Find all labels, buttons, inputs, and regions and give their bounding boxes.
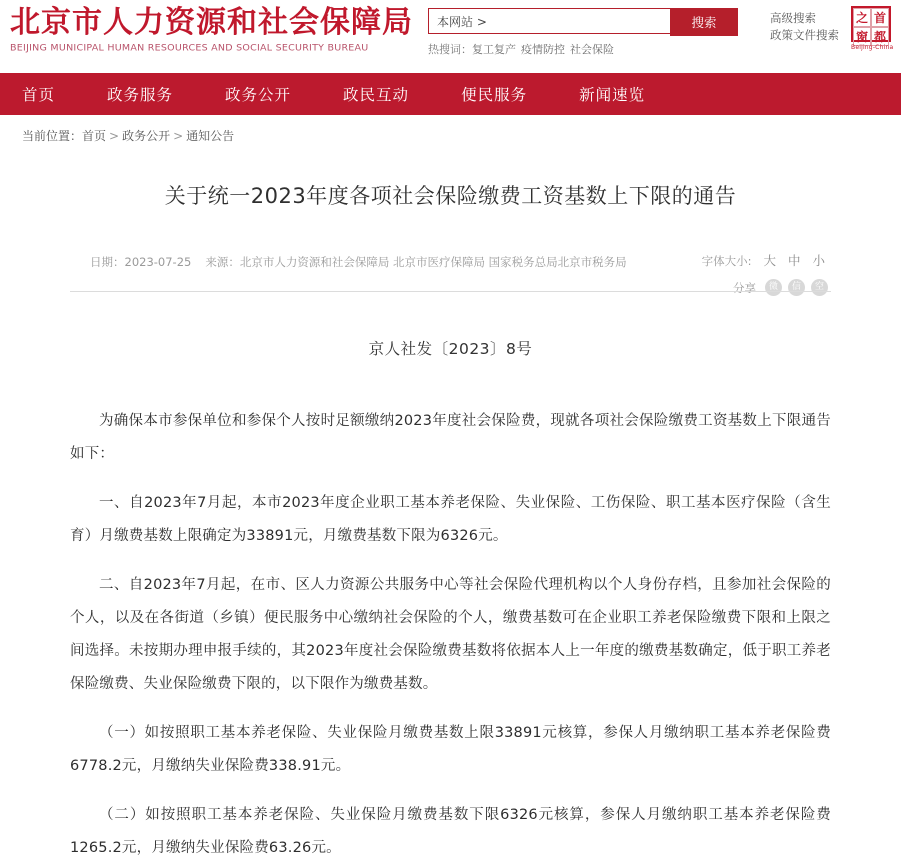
nav-item-gov-open[interactable]: 政务公开 [225, 86, 292, 104]
search-button[interactable]: 搜索 [670, 8, 738, 36]
nav-item-home[interactable]: 首页 [22, 86, 56, 104]
article-paragraph: （二）如按照职工基本养老保险、失业保险月缴费基数下限6326元核算，参保人月缴纳职工基本养老保险费1265.2元，月缴纳失业保险费63.26元。 [70, 807, 831, 856]
weibo-icon[interactable]: 微 [765, 279, 782, 296]
nav-item-news[interactable]: 新闻速览 [579, 86, 646, 104]
hotword-link-2[interactable]: 社会保险 [570, 43, 614, 56]
date-label: 日期： [90, 255, 125, 269]
article-paragraph: 一、自2023年7月起，本市2023年度企业职工基本养老保险、失业保险、工伤保险、职工基本医疗保险（含生育）月缴费基数上限确定为33891元，月缴费基数下限为6326元。 [70, 495, 831, 544]
capital-logo-en: Beijing-China [851, 44, 894, 51]
capital-logo-grid [851, 6, 891, 42]
site-brand[interactable] [10, 4, 413, 56]
qzone-icon[interactable]: 空 [811, 279, 828, 296]
hotword-link-1[interactable]: 疫情防控 [521, 43, 565, 56]
advanced-search-links [770, 10, 839, 44]
breadcrumb [0, 115, 901, 157]
font-size-small[interactable]: 小 [812, 253, 825, 268]
font-size-medium[interactable]: 中 [787, 253, 801, 268]
article-body [70, 405, 831, 865]
capital-window-logo[interactable] [851, 6, 893, 51]
hotwords-label: 热搜词： [428, 43, 472, 56]
brand-title-cn: 北京市人力资源和社会保障局 [10, 5, 413, 40]
breadcrumb-item-0[interactable]: 首页 [82, 129, 107, 143]
date-value: 2023-07-25 [124, 255, 192, 269]
source-value: 北京市人力资源和社会保障局 北京市医疗保障局 国家税务总局北京市税务局 [239, 255, 627, 269]
breadcrumb-label: 当前位置： [22, 129, 83, 143]
hot-search-words [428, 42, 738, 58]
article-paragraph: 为确保本市参保单位和参保个人按时足额缴纳2023年度社会保险费，现就各项社会保险缴费工资基数上下限通告如下： [70, 413, 831, 462]
article-tools [702, 251, 831, 296]
search-input[interactable] [428, 8, 670, 34]
share-control [702, 279, 831, 296]
font-size-control [702, 251, 831, 271]
search-row [428, 8, 738, 36]
article-container [0, 179, 901, 865]
font-size-large[interactable]: 大 [763, 253, 776, 268]
breadcrumb-item-1[interactable]: 政务公开 [122, 129, 171, 143]
capital-logo-char-2: 窗 [853, 27, 871, 46]
article-meta-info [90, 253, 627, 271]
breadcrumb-separator-1: > [173, 129, 184, 143]
article-paragraph: 二、自2023年7月起，在市、区人力资源公共服务中心等社会保险代理机构以个人身份存档，且参加社会保险的个人，以及在各街道（乡镇）便民服务中心缴纳社会保险的个人，缴费基数可在企业职工养老保险缴费下限和上限之间选择。未按期办理申报手续的，其2023年度社会保险缴费基数将依据本人上一年度的缴费基数确定，低于职工养老保险缴费、失业保险缴费下限的，以下限作为缴费基数。 [70, 577, 831, 692]
nav-item-convenience[interactable]: 便民服务 [461, 86, 528, 104]
capital-logo-char-3: 都 [871, 27, 889, 46]
wechat-icon[interactable]: 信 [788, 279, 805, 296]
article-paragraph: （一）如按照职工基本养老保险、失业保险月缴费基数上限33891元核算，参保人月缴纳职工基本养老保险费6778.2元，月缴纳失业保险费338.91元。 [70, 725, 831, 774]
search-zone [428, 8, 738, 58]
breadcrumb-separator-0: > [109, 129, 120, 143]
source-label: 来源： [205, 255, 240, 269]
hotword-link-0[interactable]: 复工复产 [472, 43, 516, 56]
brand-title-en: BEIJING MUNICIPAL HUMAN RESOURCES AND SOCIAL SECURITY BUREAU [10, 42, 369, 54]
document-number: 京人社发〔2023〕8号 [368, 340, 533, 358]
capital-logo-char-0: 之 [853, 8, 871, 27]
site-header [0, 0, 901, 73]
article-meta [70, 253, 831, 315]
font-size-label: 字体大小: [701, 254, 752, 268]
meta-divider [70, 291, 831, 292]
advanced-search-link[interactable]: 高级搜索 [770, 11, 816, 25]
main-navigation [0, 73, 901, 115]
nav-item-interaction[interactable]: 政民互动 [343, 86, 410, 104]
capital-logo-char-1: 首 [871, 8, 889, 27]
page-title: 关于统一2023年度各项社会保险缴费工资基数上下限的通告 [164, 184, 737, 208]
nav-item-gov-service[interactable]: 政务服务 [107, 86, 174, 104]
policy-document-search-link[interactable]: 政策文件搜索 [770, 28, 839, 42]
breadcrumb-item-2[interactable]: 通知公告 [186, 129, 235, 143]
share-label: 分享 [733, 280, 756, 295]
